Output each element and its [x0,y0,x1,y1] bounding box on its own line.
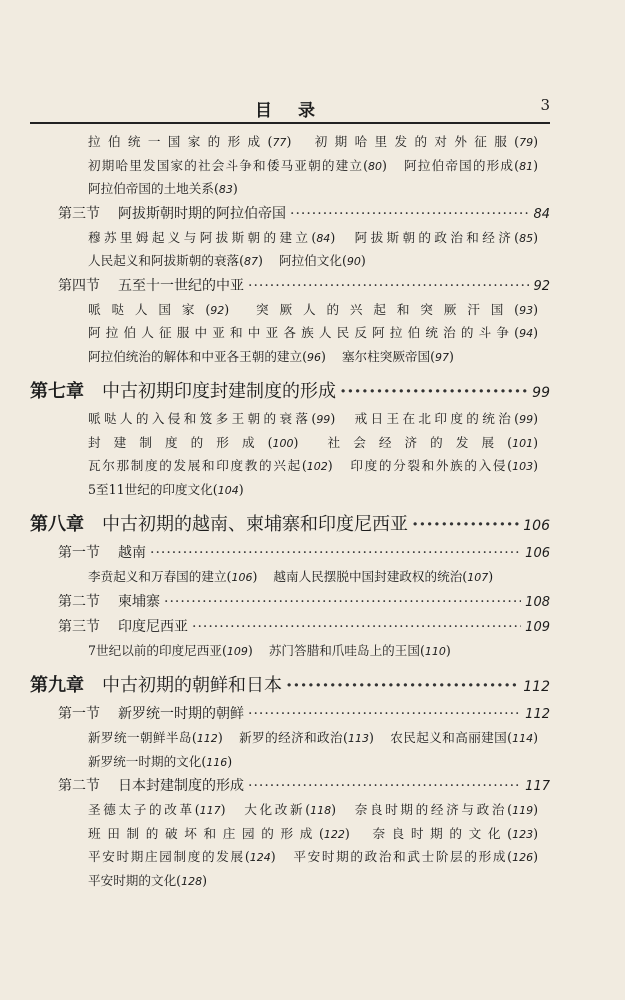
subentry-title: 封建制度的形成 [88,434,268,450]
subentry-page: 96 [307,350,322,364]
subentry-title: 阿拉伯文化 [278,253,342,268]
heading-label [30,377,336,407]
subentry-title: 印度的分裂和外族的入侵 [350,458,508,473]
subentry-page: 100 [272,436,294,450]
subentry-page: 97 [435,350,450,364]
subentry-page: 101 [512,436,534,450]
heading-page: 112 [523,679,550,695]
toc-subentry: 瓦尔那制度的发展和印度教的兴起(102) [88,458,333,473]
heading-page: 84 [533,206,550,222]
section-heading [58,774,550,799]
subentry-page: 90 [346,255,361,268]
toc-subentry: 越南人民摆脱中国封建政权的统治(107) [273,569,494,584]
subentry-page: 102 [306,460,328,473]
chapter-number: 第八章 [30,514,84,535]
subentry-page: 114 [512,732,534,745]
heading-page: 109 [525,619,550,635]
subentry-title: 大化改新 [244,802,306,817]
toc-subentry: 哌哒人国家(92) [88,301,230,317]
page-header [30,96,550,124]
heading-label [58,774,244,798]
subentry-title: 奈良时期的文化 [372,825,508,841]
subentry-title: 奈良时期的经济与政治 [354,802,508,817]
chapter-heading [30,377,550,408]
section-heading [58,615,550,640]
section-number: 第四节 [58,277,100,294]
section-number: 第二节 [58,593,100,610]
subentry-title: 班田制的破坏和庄园的形成 [88,825,319,841]
leader-dots [248,702,521,726]
toc-subentry: 戒日王在北印度的统治(99) [354,411,539,426]
subentry-page: 113 [347,732,369,745]
subentry-page: 99 [316,413,331,426]
heading-label [58,590,160,614]
section-number: 第三节 [58,618,100,635]
toc-subentry: 印度的分裂和外族的入侵(103) [350,458,538,473]
subentry-page: 81 [519,159,534,173]
subentry-page: 112 [196,732,218,745]
heading-label [58,702,244,726]
section-title: 柬埔寨 [118,593,160,610]
subentry-title: 哌哒人的入侵和笈多王朝的衰落 [88,411,312,426]
subentry-title: 阿拉伯帝国的土地关系 [88,181,214,196]
subentry-title: 平安时期的文化 [88,872,177,888]
subentry-title: 瓦尔那制度的发展和印度教的兴起 [88,458,302,473]
subentry-page: 117 [199,804,221,817]
heading-page: 108 [525,594,550,610]
subentry-page: 104 [217,483,239,497]
heading-page: 92 [533,278,550,294]
toc-subentry: 新罗统一朝鲜半岛(112) [88,730,223,745]
leader-dots [290,202,529,226]
subentry-title: 社会经济的发展 [327,434,508,450]
toc-subentry: 塞尔柱突厥帝国(97) [341,348,454,364]
heading-page: 106 [525,546,550,561]
subentry-page: 77 [272,136,287,149]
subentry-title: 初期哈里发的对外征服 [314,134,515,149]
section-number: 第三节 [58,205,100,222]
subentry-page: 99 [519,413,534,426]
section-title: 阿拔斯朝时期的阿拉伯帝国 [118,205,286,222]
section-number: 第一节 [58,706,100,722]
subentry-page: 110 [424,644,446,658]
subentry-title: 突厥人的兴起和突厥汗国 [256,301,515,317]
chapter-number: 第九章 [30,675,84,696]
leader-dots [248,774,521,798]
subentry-title: 戒日王在北印度的统治 [354,411,515,426]
subentries [88,299,550,370]
section-heading [58,202,550,227]
section-title: 新罗统一时期的朝鲜 [118,706,244,722]
subentry-page: 87 [244,255,259,268]
heading-label [30,671,282,701]
section-heading [58,274,550,299]
toc-subentry: 穆苏里姆起义与阿拔斯朝的建立(84) [88,229,336,245]
subentry-page: 119 [512,804,534,817]
toc-subentry: 平安时期的文化(128) [88,872,207,888]
toc-subentry: 封建制度的形成(100) [88,434,299,450]
subentry-title: 初期哈里发国家的社会斗争和倭马亚朝的建立 [88,157,364,173]
toc-subentry: 平安时期庄园制度的发展(124) [88,849,276,864]
chapter-number: 第七章 [30,381,84,402]
subentries [88,408,550,502]
heading-page: 99 [532,385,550,401]
leader-dots [164,590,521,614]
toc-subentry: 社会经济的发展(101) [327,434,539,450]
subentry-title: 哌哒人国家 [88,301,206,317]
toc-subentry: 奈良时期的文化(123) [372,825,538,841]
toc-subentry: 平安时期的政治和武士阶层的形成(126) [293,849,539,864]
subentry-page: 106 [231,571,253,584]
subentry-page: 79 [519,136,534,149]
toc-subentry: 哌哒人的入侵和笈多王朝的衰落(99) [88,411,336,426]
toc-subentry: 阿拉伯帝国的形成(81) [404,157,539,173]
chapter-heading [30,671,550,702]
heading-page: 106 [523,518,550,534]
subentries [88,227,550,274]
subentry-title: 新罗统一时期的文化 [88,753,202,769]
heading-label [58,541,146,565]
subentry-title: 平安时期的政治和武士阶层的形成 [293,849,508,864]
section-number: 第一节 [58,545,100,561]
subentry-title: 7世纪以前的印度尼西亚 [88,642,222,658]
subentry-title: 苏门答腊和爪哇岛上的王国 [268,642,420,658]
chapter-heading [30,510,550,541]
subentry-title: 阿拔斯朝的政治和经济 [354,229,515,245]
page-title: 目 录 [255,101,325,121]
subentry-page: 116 [206,755,228,769]
subentry-title: 阿拉伯人征服中亚和中亚各族人民反阿拉伯统治的斗争 [88,325,515,340]
toc-subentry: 大化改新(118) [244,802,337,817]
subentry-title: 越南人民摆脱中国封建政权的统治 [273,569,463,584]
subentry-title: 圣德太子的改革 [88,802,195,817]
subentry-title: 阿拉伯帝国的形成 [404,157,515,173]
toc-subentry: 阿拉伯帝国的土地关系(83) [88,181,238,196]
page-number: 3 [540,96,550,114]
subentry-page: 92 [210,303,225,317]
toc-subentry: 阿拉伯统治的解体和中亚各王朝的建立(96) [88,348,326,364]
heading-label [30,510,408,540]
leader-dots [412,510,519,540]
subentry-page: 84 [316,231,331,245]
lead-subentries [88,131,550,202]
section-number: 第二节 [58,778,100,794]
toc-subentry: 农民起义和高丽建国(114) [390,730,539,745]
chapter-title: 中古初期的朝鲜和日本 [102,675,282,696]
section-heading [58,541,550,566]
toc-subentry: 圣德太子的改革(117) [88,802,226,817]
subentries [88,566,550,590]
subentries [88,799,550,893]
toc-subentry: 阿拉伯人征服中亚和中亚各族人民反阿拉伯统治的斗争(94) [88,325,538,340]
toc-subentry: 拉伯统一国家的形成(77) [88,134,292,149]
toc-subentry: 初期哈里发国家的社会斗争和倭马亚朝的建立(80) [88,157,387,173]
toc-subentry: 阿拉伯文化(90) [278,253,366,268]
heading-label [58,615,188,639]
toc-subentry: 班田制的破坏和庄园的形成(122) [88,825,350,841]
subentry-page: 118 [310,804,332,817]
subentry-page: 109 [226,644,248,658]
subentry-page: 123 [512,827,534,841]
subentry-title: 人民起义和阿拔斯朝的衰落 [88,253,240,268]
leader-dots [248,274,529,298]
subentry-title: 农民起义和高丽建国 [390,730,508,745]
leader-dots [340,377,528,407]
subentry-page: 93 [519,303,534,317]
subentry-page: 128 [181,874,203,888]
section-title: 五至十一世纪的中亚 [118,277,244,294]
subentry-title: 平安时期庄园制度的发展 [88,849,245,864]
toc-subentry: 新罗的经济和政治(113) [239,730,374,745]
subentry-page: 83 [218,183,233,196]
subentry-title: 5至11世纪的印度文化 [88,481,213,497]
toc-subentry: 5至11世纪的印度文化(104) [88,481,244,497]
subentry-title: 李贲起义和万春国的建立 [88,569,227,584]
heading-page: 117 [525,779,550,794]
chapter-title: 中古初期印度封建制度的形成 [102,381,336,402]
chapter-title: 中古初期的越南、柬埔寨和印度尼西亚 [102,514,408,535]
subentry-page: 122 [323,827,345,841]
subentry-page: 124 [249,851,271,864]
toc-subentry: 人民起义和阿拔斯朝的衰落(87) [88,253,263,268]
toc-subentry: 7世纪以前的印度尼西亚(109) [88,642,253,658]
section-title: 印度尼西亚 [118,618,188,635]
subentry-title: 阿拉伯统治的解体和中亚各王朝的建立 [88,348,303,364]
toc-subentry: 新罗统一时期的文化(116) [88,753,233,769]
toc-subentry: 奈良时期的经济与政治(119) [354,802,538,817]
toc-subentry: 李贲起义和万春国的建立(106) [88,569,258,584]
subentry-title: 新罗的经济和政治 [239,730,344,745]
subentry-page: 85 [519,231,534,245]
table-of-contents [30,131,550,893]
toc-subentry: 突厥人的兴起和突厥汗国(93) [256,301,538,317]
subentry-title: 拉伯统一国家的形成 [88,134,268,149]
section-heading [58,702,550,727]
subentry-page: 107 [467,571,489,584]
section-title: 越南 [118,545,146,561]
toc-subentry: 初期哈里发的对外征服(79) [314,134,539,149]
subentries [88,640,550,664]
heading-label [58,202,286,226]
heading-label [58,274,244,298]
subentry-page: 80 [368,159,383,173]
leader-dots [150,541,521,565]
subentry-page: 103 [512,460,534,473]
section-heading [58,590,550,615]
toc-subentry: 阿拔斯朝的政治和经济(85) [354,229,539,245]
toc-subentry: 苏门答腊和爪哇岛上的王国(110) [268,642,451,658]
subentry-title: 新罗统一朝鲜半岛 [88,730,192,745]
leader-dots [286,671,519,701]
subentries [88,727,550,774]
heading-page: 112 [525,707,550,722]
subentry-title: 塞尔柱突厥帝国 [341,348,431,364]
subentry-page: 126 [512,851,534,864]
subentry-title: 穆苏里姆起义与阿拔斯朝的建立 [88,229,312,245]
leader-dots [192,615,521,639]
section-title: 日本封建制度的形成 [118,778,244,794]
subentry-page: 94 [519,327,534,340]
